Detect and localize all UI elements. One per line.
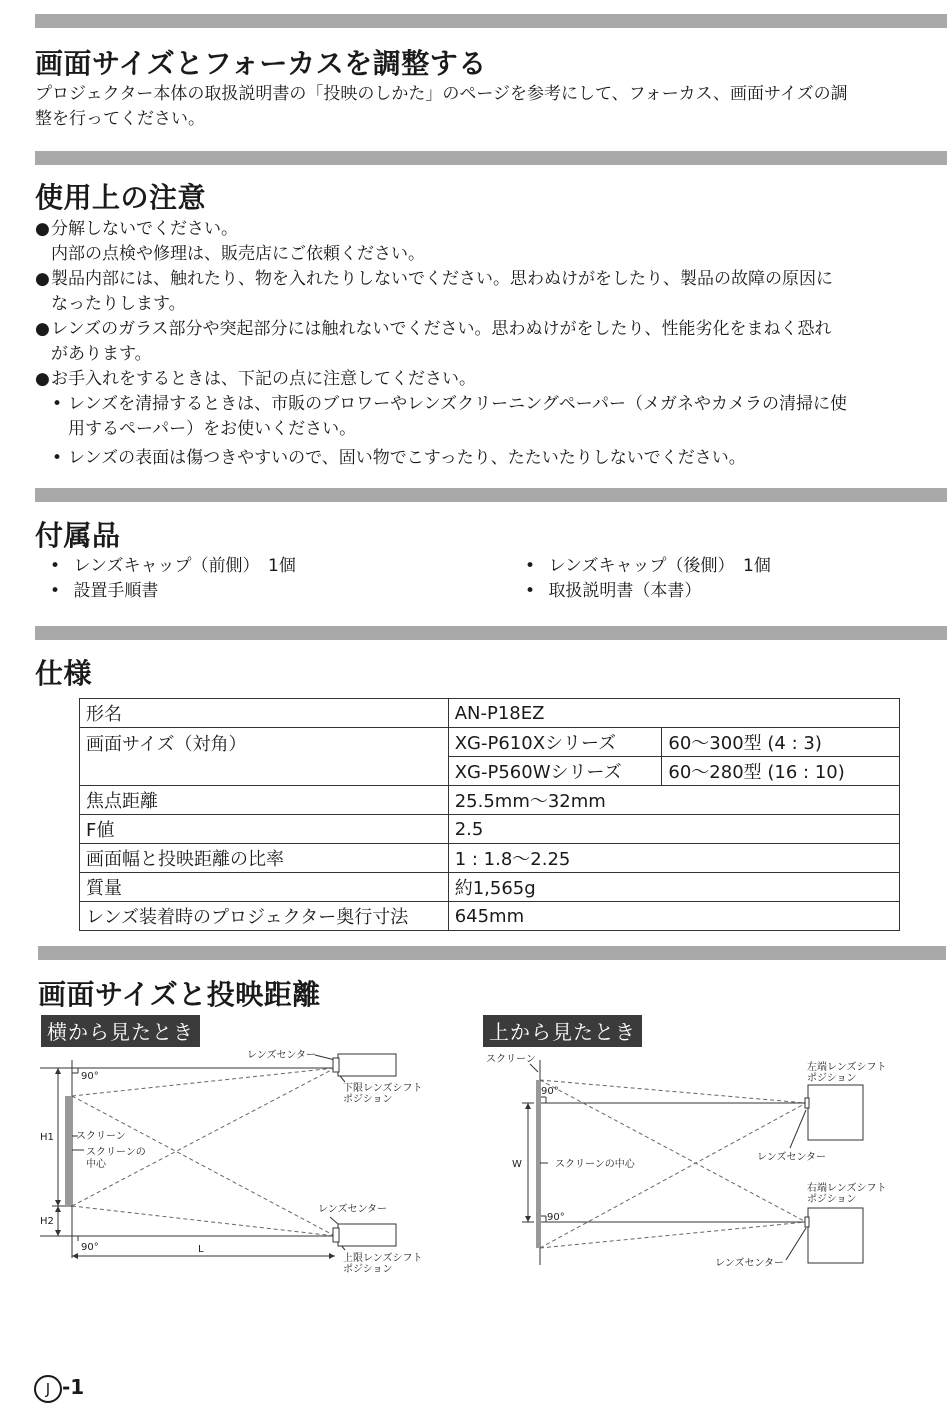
- label-w: W: [512, 1159, 522, 1170]
- spec-label: 画面サイズ（対角）: [80, 728, 449, 786]
- spec-value: 約1,565g: [448, 873, 899, 902]
- caution-item-body: 内部の点検や修理は、販売店にご依頼ください。: [51, 244, 425, 264]
- spec-value: 60〜300型 (4 : 3): [662, 728, 900, 757]
- caution-item-title: お手入れをするときは、下記の点に注意してください。: [51, 369, 476, 389]
- label-h1: H1: [40, 1132, 54, 1143]
- language-letter-icon: J: [34, 1375, 62, 1403]
- heading-cautions: 使用上の注意: [35, 181, 207, 214]
- label-l: L: [198, 1244, 204, 1255]
- spec-value: 60〜280型 (16 : 10): [662, 757, 900, 786]
- accessory-item: [525, 579, 701, 604]
- side-view-tag: 横から見たとき: [41, 1015, 200, 1047]
- caution-item-line: があります。: [51, 344, 152, 364]
- label-upper-shift-1: 上限レンズシフト: [343, 1253, 423, 1264]
- caution-item-line: レンズのガラス部分や突起部分には触れないでください。思わぬけがをしたり、性能劣化をまねく恐れ: [51, 319, 832, 339]
- sub-bullet-icon: •: [50, 556, 61, 576]
- label-lens-center-mid: レンズセンター: [757, 1152, 827, 1163]
- page-number-value: -1: [62, 1375, 85, 1399]
- label-lower-shift-2: ポジション: [343, 1094, 393, 1105]
- label-screen-center-1: スクリーンの: [86, 1147, 146, 1158]
- caution-subitem-line: レンズの表面は傷つきやすいので、固い物でこすったり、たたいたりしないでください。: [68, 448, 746, 468]
- accessory-item: [50, 579, 158, 604]
- bullet-icon: ●: [35, 269, 50, 289]
- label-screen: スクリーン: [76, 1131, 126, 1142]
- cautions-list: [35, 217, 947, 471]
- section-bar-accessories: [35, 488, 947, 502]
- spec-value: 2.5: [448, 815, 899, 844]
- heading-accessories: 付属品: [35, 519, 121, 552]
- section-bar-cautions: [35, 151, 947, 165]
- section-bar-specs: [35, 626, 947, 640]
- label-angle-bottom: 90°: [547, 1212, 565, 1223]
- table-row: [80, 728, 900, 757]
- label-upper-shift-2: ポジション: [343, 1264, 393, 1275]
- spec-series: XG-P610Xシリーズ: [448, 728, 662, 757]
- caution-item-lens-glass: [35, 317, 947, 367]
- label-left-shift-1: 左端レンズシフト: [807, 1062, 887, 1073]
- table-row: [80, 786, 900, 815]
- spec-label: 焦点距離: [80, 786, 449, 815]
- spec-value: AN-P18EZ: [448, 699, 899, 728]
- sub-bullet-icon: •: [525, 556, 536, 576]
- focus-body-line2: 整を行ってください。: [35, 109, 205, 129]
- label-angle-top: 90°: [541, 1086, 559, 1097]
- spec-label: 質量: [80, 873, 449, 902]
- sub-bullet-icon: •: [50, 581, 61, 601]
- accessory-item: [50, 554, 296, 579]
- table-row: [80, 699, 900, 728]
- page-number: [34, 1375, 84, 1403]
- label-right-shift-2: ポジション: [807, 1194, 857, 1205]
- spec-value: 645mm: [448, 902, 899, 931]
- label-lens-center-top: レンズセンター: [247, 1050, 317, 1061]
- sub-bullet-icon: •: [52, 394, 63, 414]
- caution-item-line: なったりします。: [51, 294, 186, 314]
- caution-subitem-surface: [35, 446, 947, 471]
- table-row: [80, 902, 900, 931]
- label-h2: H2: [40, 1216, 54, 1227]
- sub-bullet-icon: •: [52, 448, 63, 468]
- caution-item-internal: [35, 267, 947, 317]
- spec-table: [79, 698, 900, 931]
- side-view-diagram: [0, 1040, 470, 1280]
- spec-label: 画面幅と投映距離の比率: [80, 844, 449, 873]
- caution-item-care: [35, 367, 947, 392]
- bullet-icon: ●: [35, 219, 50, 239]
- table-row: [80, 815, 900, 844]
- caution-item-title: 分解しないでください。: [51, 219, 238, 239]
- heading-distance: 画面サイズと投映距離: [38, 978, 321, 1011]
- table-row: [80, 844, 900, 873]
- section-bar-distance: [38, 946, 946, 960]
- heading-focus: 画面サイズとフォーカスを調整する: [35, 47, 487, 80]
- label-angle-bottom: 90°: [81, 1242, 99, 1253]
- sub-bullet-icon: •: [525, 581, 536, 601]
- bullet-icon: ●: [35, 319, 50, 339]
- caution-subitem-line: 用するペーパー）をお使いください。: [68, 419, 357, 439]
- accessory-item-label: 設置手順書: [73, 581, 159, 601]
- accessory-item-label: 取扱説明書（本書）: [548, 581, 702, 601]
- spec-label: 形名: [80, 699, 449, 728]
- caution-item-disassembly: [35, 217, 947, 267]
- label-right-shift-1: 右端レンズシフト: [807, 1183, 887, 1194]
- label-lens-center-bottom: レンズセンター: [318, 1204, 388, 1215]
- label-angle-top: 90°: [81, 1071, 99, 1082]
- focus-body-line1: プロジェクター本体の取扱説明書の「投映のしかた」のページを参考にして、フォーカス、画面サイズの調: [35, 84, 848, 104]
- bullet-icon: ●: [35, 369, 50, 389]
- spec-label: F値: [80, 815, 449, 844]
- caution-item-line: 製品内部には、触れたり、物を入れたりしないでください。思わぬけがをしたり、製品の故障の原因に: [51, 269, 833, 289]
- label-screen-center-2: 中心: [86, 1159, 106, 1170]
- caution-subitem-cleaning: [35, 392, 947, 442]
- label-lens-center-bottom: レンズセンター: [715, 1258, 785, 1269]
- heading-specs: 仕様: [35, 657, 93, 690]
- label-left-shift-2: ポジション: [807, 1073, 857, 1084]
- accessory-item-label: レンズキャップ（後側） 1個: [548, 556, 771, 576]
- spec-series: XG-P560Wシリーズ: [448, 757, 662, 786]
- accessory-item-label: レンズキャップ（前側） 1個: [73, 556, 296, 576]
- accessory-item: [525, 554, 771, 579]
- label-lower-shift-1: 下限レンズシフト: [343, 1083, 423, 1094]
- label-screen-center: スクリーンの中心: [555, 1159, 635, 1170]
- label-screen: スクリーン: [486, 1054, 536, 1065]
- top-view-diagram: [470, 1040, 940, 1280]
- section-bar-focus: [35, 14, 947, 28]
- table-row: [80, 873, 900, 902]
- top-view-tag: 上から見たとき: [483, 1015, 642, 1047]
- spec-value: 1 : 1.8〜2.25: [448, 844, 899, 873]
- caution-subitem-line: レンズを清掃するときは、市販のブロワーやレンズクリーニングペーパー（メガネやカメラの清掃に使: [68, 394, 847, 414]
- spec-value: 25.5mm〜32mm: [448, 786, 899, 815]
- spec-label: レンズ装着時のプロジェクター奥行寸法: [80, 902, 449, 931]
